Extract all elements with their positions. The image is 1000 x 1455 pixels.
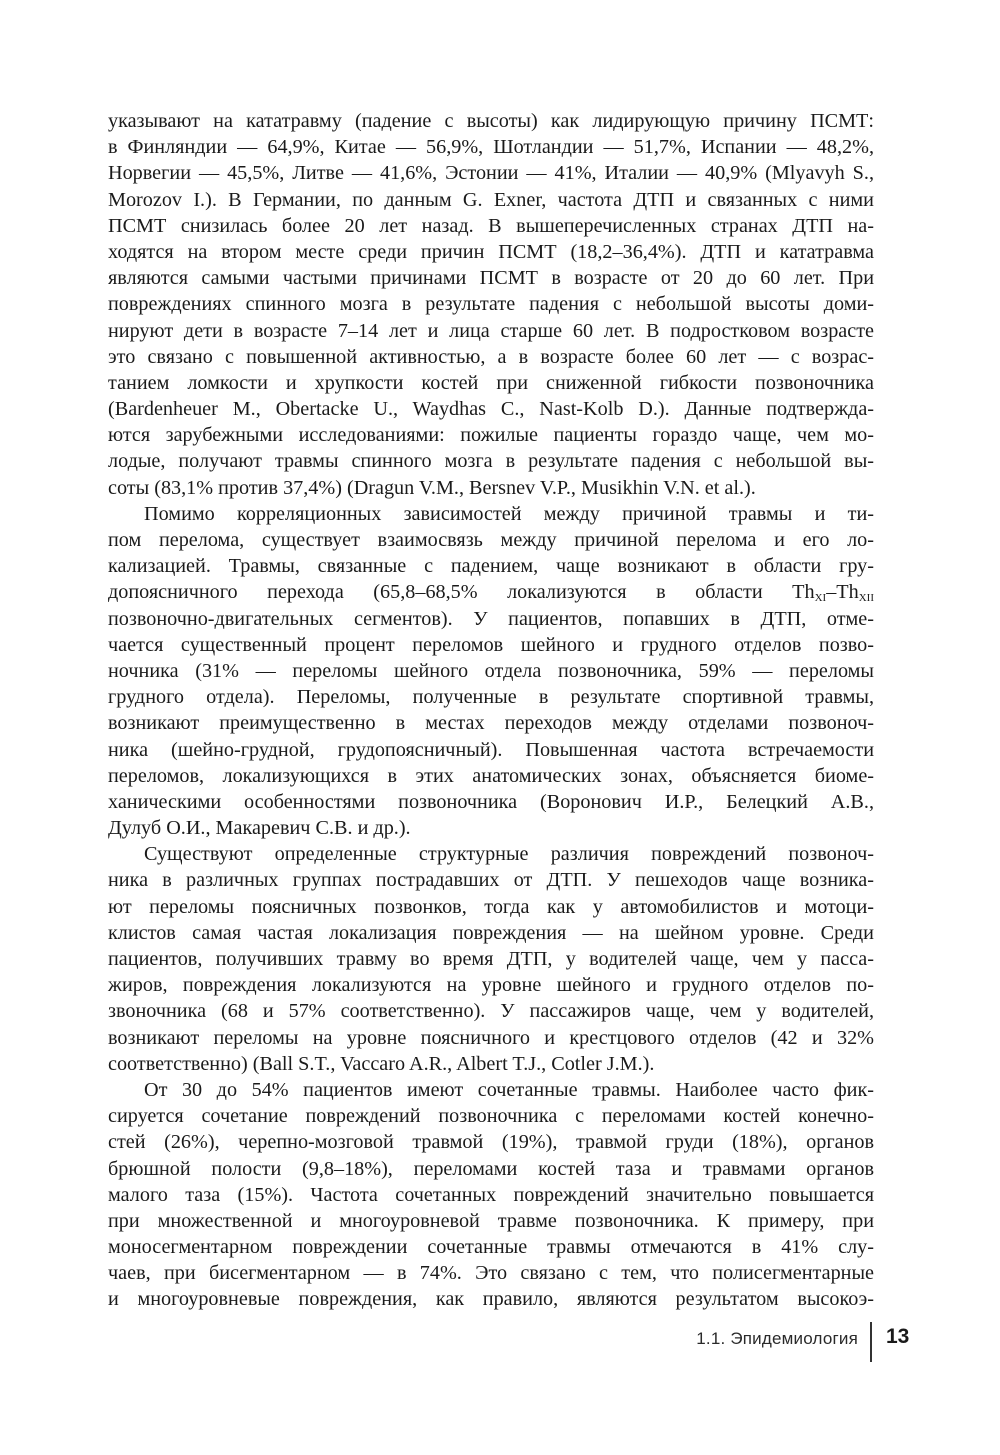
- text-line: ходятся на втором месте среди причин ПСМТ (18,2–36,4%). ДТП и кататравма: [108, 240, 874, 263]
- text-line: возникают переломы на уровне поясничного и крестцового отделов (42 и 32%: [108, 1026, 874, 1049]
- text-line: соответственно) (Ball S.T., Vaccaro A.R., Albert T.J., Cotler J.M.).: [108, 1052, 655, 1075]
- text-line: ника в различных группах пострадавших от ДТП. У пешеходов чаще возника-: [108, 869, 874, 892]
- paragraph-4: [108, 1077, 874, 1313]
- text-line: ханическими особенностями позвоночника (Воронович И.Р., Белецкий А.В.,: [108, 790, 874, 813]
- text-line: моносегментарном повреждении сочетанные травмы отмечаются в 41% слу-: [108, 1236, 874, 1259]
- text-line: малого таза (15%). Частота сочетанных повреждений значительно повышается: [108, 1183, 874, 1206]
- text-line: пациентов, получивших травму во время ДТП, у водителей чаще, чем у пасса-: [108, 948, 874, 970]
- paragraph-1: [108, 108, 874, 501]
- text-line: ника (шейно-грудной, грудопоясничный). Повышенная частота встречаемости: [108, 738, 874, 761]
- text-segment: –Th: [826, 581, 859, 604]
- paragraph-3: [108, 841, 874, 1077]
- text-line-with-subscripts: [108, 579, 874, 605]
- text-segment: допоясничного перехода (65,8–68,5% локализуются в области Th: [108, 581, 815, 604]
- body-text: [108, 108, 874, 1313]
- text-line: возникают преимущественно в местах переходов между отделами позвоноч-: [108, 712, 874, 735]
- running-head: 1.1. Эпидемиология: [696, 1329, 858, 1348]
- page-number: 13: [886, 1325, 910, 1348]
- text-line: кализацией. Травмы, связанные с падением, чаще возникают в области гру-: [108, 555, 874, 578]
- paragraph-2: [108, 501, 874, 841]
- text-line: лодые, получают травмы спинного мозга в результате падения с небольшой вы-: [108, 450, 874, 473]
- text-line: переломов, локализующихся в этих анатомических зонах, объясняется биоме-: [108, 764, 874, 787]
- text-line: грудного отдела). Переломы, полученные в результате спортивной травмы,: [108, 686, 874, 709]
- text-line: при множественной и многоуровневой травме позвоночника. К примеру, при: [108, 1209, 874, 1232]
- text-line: указывают на кататравму (падение с высоты) как лидирующую причину ПСМТ:: [108, 110, 874, 132]
- text-line: звоночника (68 и 57% соответственно). У пассажиров чаще, чем у водителей,: [108, 1000, 874, 1023]
- text-line: ют переломы поясничных позвонков, тогда как у автомобилистов и мотоци-: [108, 895, 874, 918]
- text-line: Норвегии — 45,5%, Литве — 41,6%, Эстонии — 41%, Италии — 40,9% (Mlyavyh S.,: [108, 162, 874, 185]
- text-line: в Финляндии — 64,9%, Китае — 56,9%, Шотландии — 51,7%, Испании — 48,2%,: [108, 136, 874, 159]
- text-line: чаев, при бисегментарном — в 74%. Это связано с тем, что полисегментарные: [108, 1262, 874, 1285]
- text-line: брюшной полости (9,8–18%), переломами костей таза и травмами органов: [108, 1157, 874, 1180]
- text-line: танием ломкости и хрупкости костей при сниженной гибкости позвоночника: [108, 371, 874, 394]
- text-line: стей (26%), черепно-мозговой травмой (19%), травмой груди (18%), органов: [108, 1131, 874, 1154]
- text-line: чается существенный процент переломов шейного и грудного отделов позво-: [108, 633, 874, 656]
- text-line: (Bardenheuer M., Obertacke U., Waydhas C., Nast-Kolb D.). Данные подтвержда-: [108, 398, 874, 421]
- subscript: XI: [814, 592, 827, 605]
- text-line: Помимо корреляционных зависимостей между причиной травмы и ти-: [144, 502, 874, 525]
- text-line: От 30 до 54% пациентов имеют сочетанные травмы. Наиболее часто фик-: [144, 1078, 874, 1101]
- text-line: позвоночно-двигательных сегментов). У пациентов, попавших в ДТП, отме-: [108, 607, 874, 630]
- text-line: нируют дети в возрасте 7–14 лет и лица старше 60 лет. В подростковом возрасте: [108, 319, 874, 342]
- text-line: и многоуровневые повреждения, как правило, являются результатом высокоэ-: [108, 1288, 874, 1311]
- text-line: Существуют определенные структурные различия повреждений позвоноч-: [144, 843, 874, 866]
- text-line: соты (83,1% против 37,4%) (Dragun V.M., Bersnev V.P., Musikhin V.N. et al.).: [108, 476, 756, 499]
- text-line: Дулуб О.И., Макаревич С.В. и др.).: [108, 817, 411, 840]
- subscript: XII: [858, 592, 874, 605]
- text-line: ПСМТ снизилась более 20 лет назад. В вышеперечисленных странах ДТП на-: [108, 214, 874, 237]
- text-line: Morozov I.). В Германии, по данным G. Exner, частота ДТП и связанных с ними: [108, 188, 874, 211]
- text-line: жиров, повреждения локализуются на уровне шейного и грудного отделов по-: [108, 974, 874, 997]
- text-line: это связано с повышенной активностью, а в возрасте более 60 лет — с возрас-: [108, 345, 874, 368]
- text-line: являются самыми частыми причинами ПСМТ в возрасте от 20 до 60 лет. При: [108, 267, 874, 290]
- page-footer: [0, 1322, 1000, 1362]
- text-line: ются зарубежными исследованиями: пожилые пациенты гораздо чаще, чем мо-: [108, 424, 874, 447]
- text-line: ночника (31% — переломы шейного отдела позвоночника, 59% — переломы: [108, 659, 874, 682]
- text-line: повреждениях спинного мозга в результате падения с небольшой высоты доми-: [108, 293, 874, 316]
- text-line: клистов самая частая локализация повреждения — на шейном уровне. Среди: [108, 921, 874, 944]
- text-line: пом перелома, существует взаимосвязь между причиной перелома и его ло-: [108, 529, 874, 551]
- text-line: сируется сочетание повреждений позвоночника с переломами костей конечно-: [108, 1105, 874, 1128]
- footer-divider: [870, 1322, 872, 1362]
